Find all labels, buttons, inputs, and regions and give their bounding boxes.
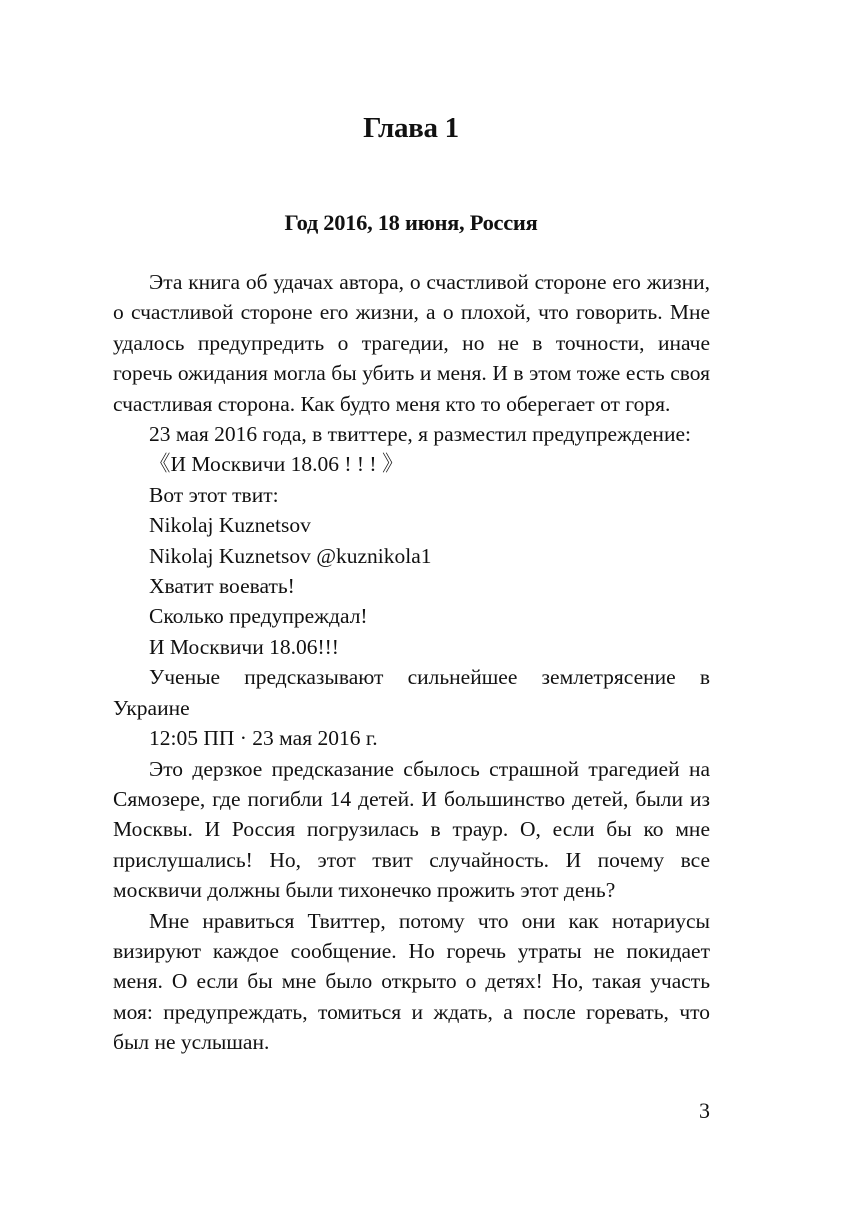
paragraph-prediction: Это дерзкое предсказание сбылось страшной трагедией на Сямозере, где погибли 14 детей. И большинство детей, были из Москвы. И Россия погрузилась в траур. О, если бы ко мне прислушались! Но, этот твит случайность. И почему все москвичи должны были тихонечко прожить этот день? [113,756,710,903]
paragraph-tweet-announcement: 23 мая 2016 года, в твиттере, я разместил предупреждение: [149,422,691,447]
section-title: Год 2016, 18 июня, Россия [284,210,538,235]
tweet-author: Nikolaj Kuznetsov [149,513,311,538]
tweet-line: И Москвичи 18.06!!! [149,634,339,659]
paragraph-intro: Эта книга об удачах автора, о счастливой стороне его жизни, о счастливой стороне его жизни, а о плохой, что говорить. Мне удалось предупредить о трагедии, но не в точности, иначе горечь ожидания могла бы убить и меня. И в этом тоже есть своя счастливая сторона. Как будто меня кто то оберегает от горя. [113,270,710,416]
tweet-author-handle: Nikolaj Kuznetsov @kuznikola1 [149,543,432,568]
page-number: 3 [699,1098,710,1123]
tweet-intro: Вот этот твит: [149,482,279,507]
chapter-title: Глава 1 [363,112,459,144]
paragraph-twitter: Мне нравиться Твиттер, потому что они как нотариусы визируют каждое сообщение. Но горечь утраты не покидает меня. О если бы мне было открыто о детях! Но, такая участь моя: предупреждать, томиться и ждать, а после горевать, что был не услышан. [113,908,710,1055]
tweet-line: Сколько предупреждал! [149,604,368,629]
tweet-news: Ученые предсказывают сильнейшее землетрясение в Украине [113,665,710,720]
tweet-timestamp: 12:05 ПП · 23 мая 2016 г. [149,726,378,751]
quote-line: 《И Москвичи 18.06 ! ! ! 》 [149,452,404,477]
body-text [113,267,710,1058]
tweet-line: Хватит воевать! [149,574,295,599]
